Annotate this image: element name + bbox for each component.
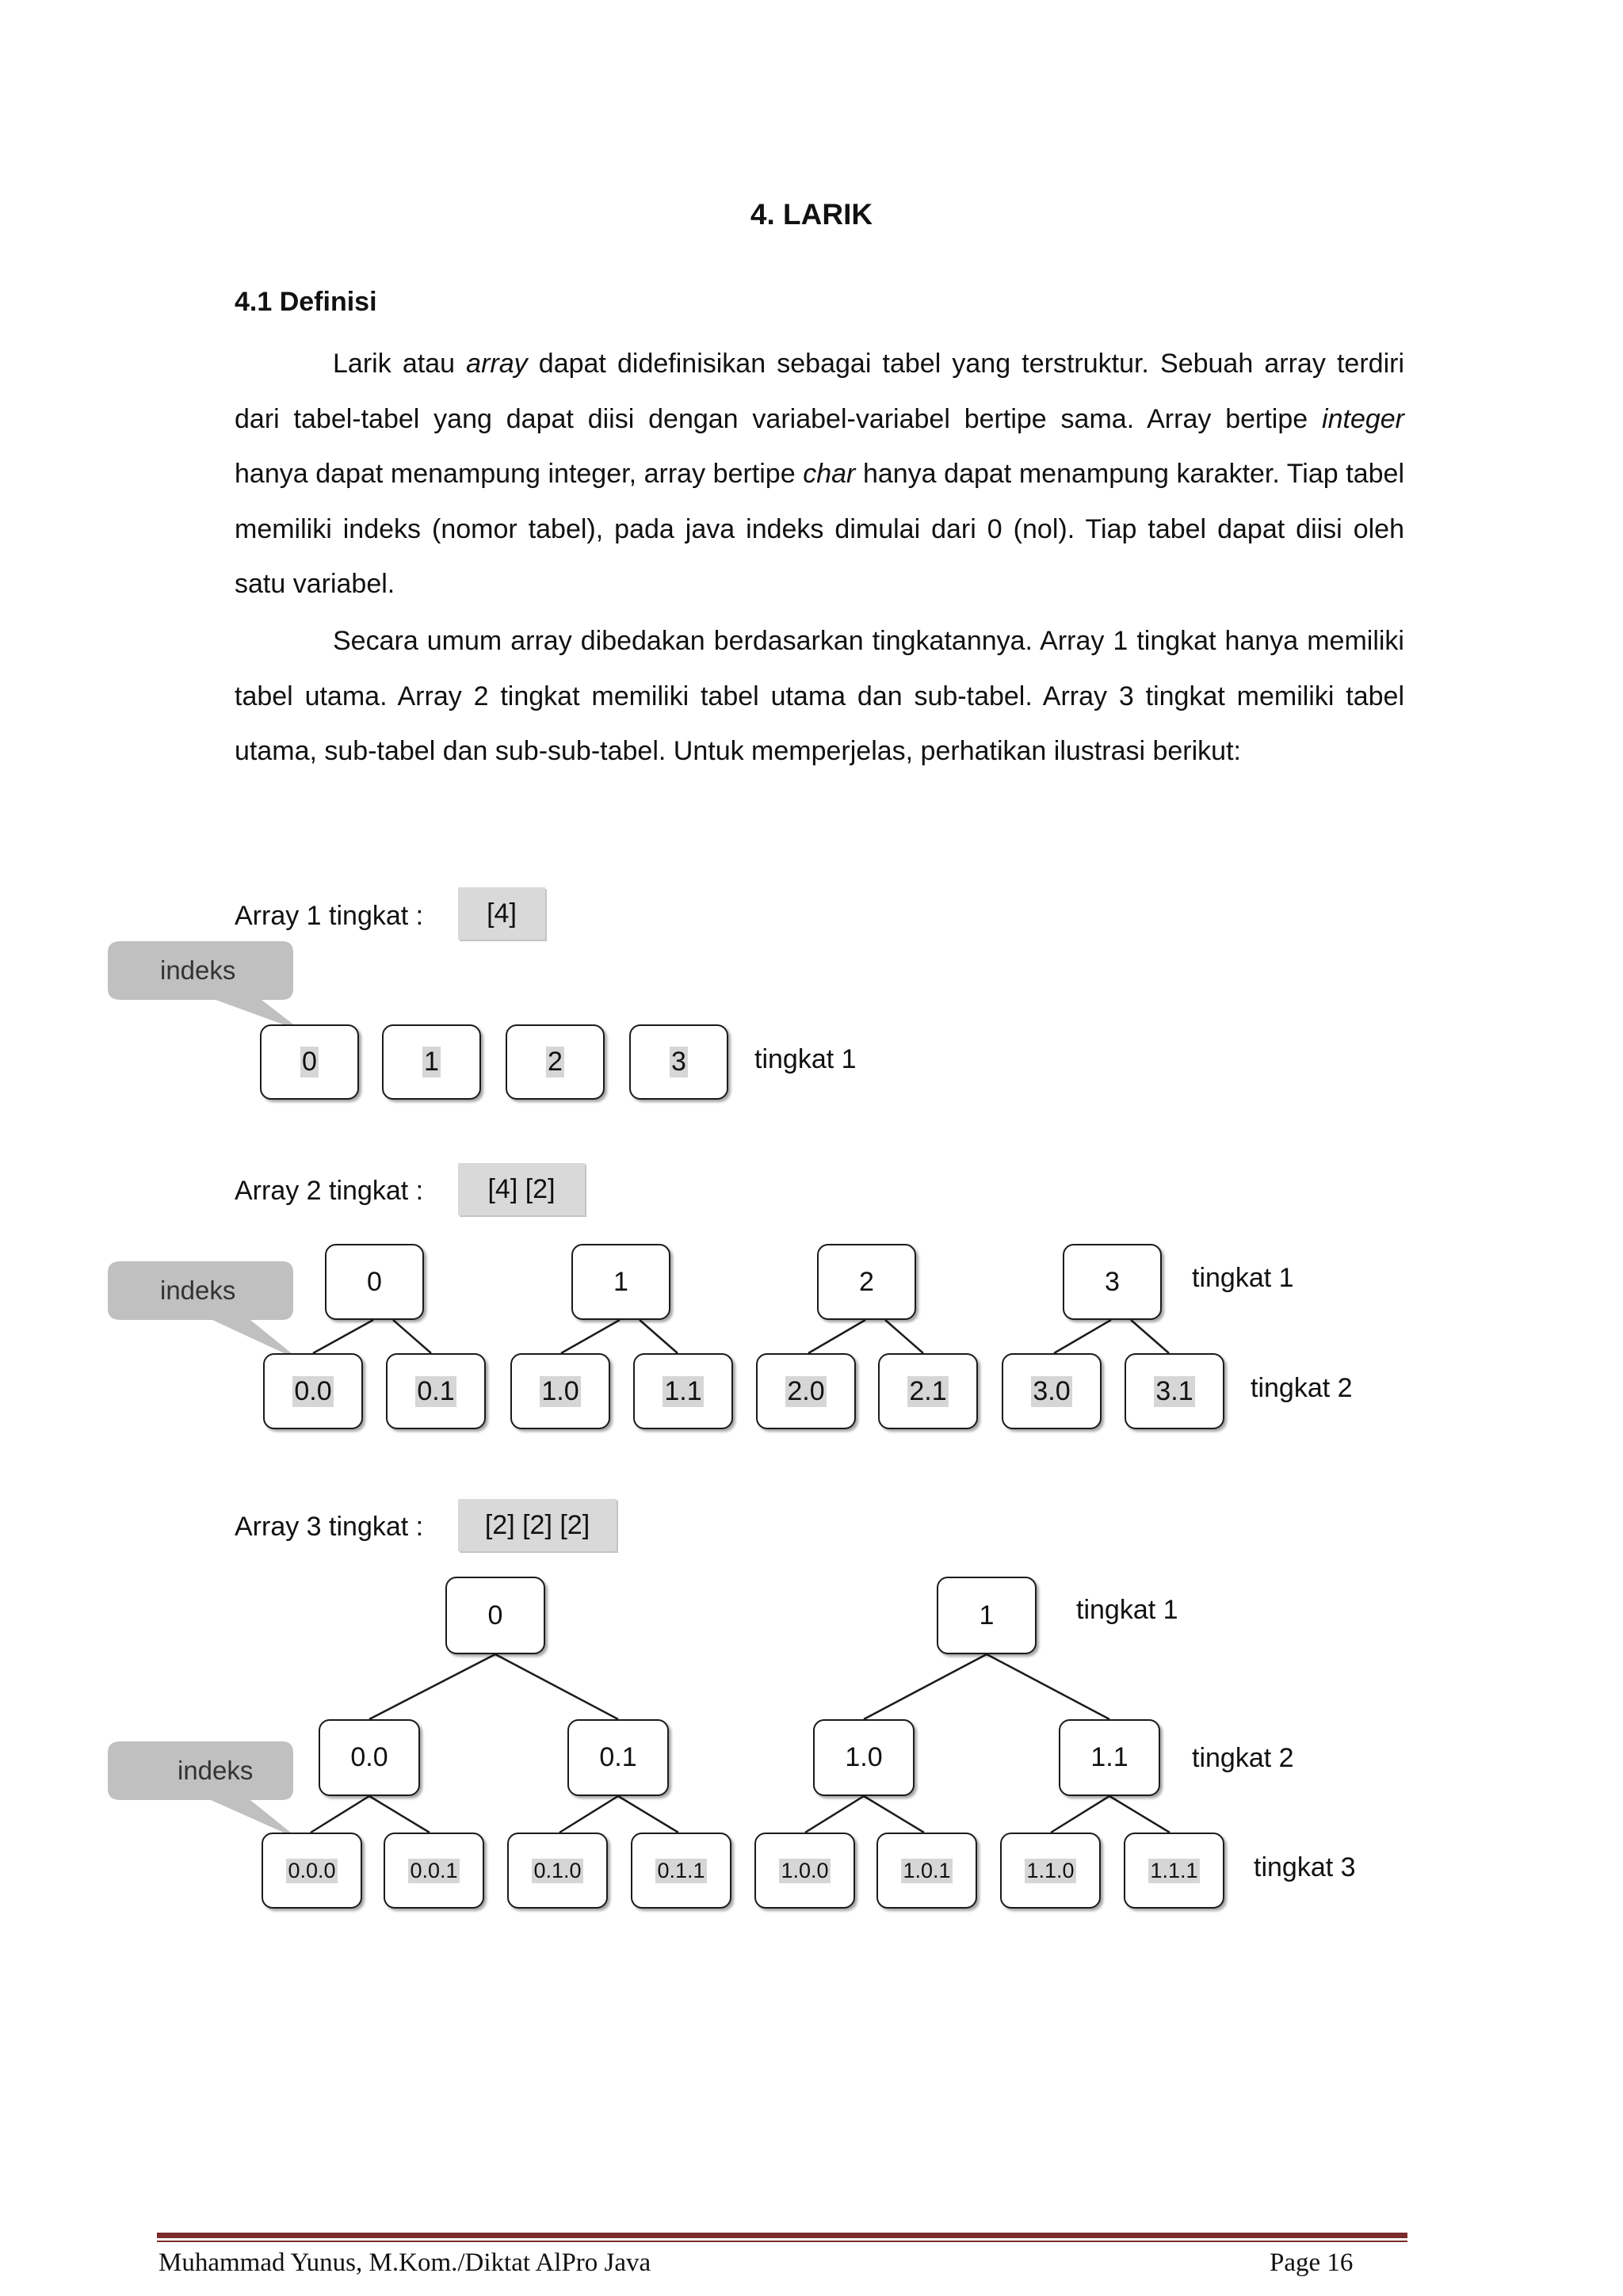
a1-node: 0	[260, 1024, 359, 1100]
array1-dims: [4]	[458, 887, 545, 940]
italic-term: char	[803, 459, 856, 489]
callout-indeks-1: indeks	[160, 955, 236, 985]
array3-tier-2: tingkat 2	[1192, 1743, 1294, 1773]
section-title: 4.1 Definisi	[235, 287, 377, 317]
a1-node: 3	[629, 1024, 728, 1100]
a3-l2-node: 0.1	[567, 1719, 669, 1796]
a3-l3-node: 1.1.1	[1124, 1833, 1224, 1909]
a2-l1-node: 0	[325, 1244, 424, 1320]
a3-l2-node: 1.0	[813, 1719, 915, 1796]
italic-term: array	[466, 349, 528, 379]
array3-tier-1: tingkat 1	[1076, 1595, 1178, 1625]
footer-rule-thin	[157, 2241, 1407, 2242]
a3-l1-node: 1	[937, 1577, 1037, 1654]
callout-indeks-2: indeks	[160, 1276, 236, 1305]
footer-author: Muhammad Yunus, M.Kom./Diktat AlPro Java	[158, 2248, 651, 2277]
a3-l3-node: 1.0.1	[876, 1833, 977, 1909]
callout-indeks-3: indeks	[178, 1756, 254, 1785]
chapter-title: 4. LARIK	[750, 198, 873, 231]
paragraph-text: dapat didefinisikan sebagai tabel yang terstruktur. Sebuah array terdiri dari tabel-tabel yang dapat diisi dengan variabel-variabel bertipe sama. Array bertipe	[235, 349, 1405, 434]
a3-l3-node: 0.0.1	[384, 1833, 484, 1909]
paragraph-text: Secara umum array dibedakan berdasarkan tingkatannya. Array 1 tingkat hanya memiliki tabel utama. Array 2 tingkat memiliki tabel utama dan sub-tabel. Array 3 tingkat memiliki tabel utama, sub-tabel dan sub-sub-tabel. Untuk memperjelas, perhatikan ilustrasi berikut:	[235, 626, 1404, 766]
footer-rule-thick	[157, 2233, 1407, 2238]
a3-l3-node: 0.1.1	[631, 1833, 731, 1909]
a2-l1-node: 1	[571, 1244, 670, 1320]
a2-l2-node: 2.0	[756, 1353, 856, 1429]
a2-l1-node: 2	[817, 1244, 916, 1320]
paragraph-text: hanya dapat menampung karakter. Tiap tabel memiliki indeks (nomor tabel), pada java indeks dimulai dari 0 (nol). Tiap tabel dapat diisi oleh satu variabel.	[235, 459, 1404, 599]
array2-label: Array 2 tingkat :	[235, 1176, 424, 1206]
a3-l2-node: 1.1	[1059, 1719, 1160, 1796]
a2-l1-node: 3	[1063, 1244, 1162, 1320]
footer-page-number: Page 16	[1270, 2248, 1354, 2277]
array3-tier-3: tingkat 3	[1254, 1852, 1356, 1882]
array3-dims: [2] [2] [2]	[458, 1499, 617, 1551]
a1-node: 1	[382, 1024, 481, 1100]
a2-l2-node: 0.1	[386, 1353, 486, 1429]
a3-l2-node: 0.0	[319, 1719, 420, 1796]
a3-l3-node: 1.1.0	[1000, 1833, 1101, 1909]
array2-tier-2: tingkat 2	[1251, 1373, 1353, 1403]
array2-tier-1: tingkat 1	[1192, 1263, 1294, 1293]
array3-label: Array 3 tingkat :	[235, 1512, 424, 1542]
a2-l2-node: 3.1	[1125, 1353, 1224, 1429]
italic-term: integer	[1322, 403, 1404, 434]
array1-label: Array 1 tingkat :	[235, 901, 424, 931]
a2-l2-node: 0.0	[263, 1353, 363, 1429]
a2-l2-node: 3.0	[1002, 1353, 1102, 1429]
a3-l3-node: 1.0.0	[754, 1833, 855, 1909]
a1-node: 2	[506, 1024, 605, 1100]
a2-l2-node: 2.1	[878, 1353, 978, 1429]
array1-tier-1: tingkat 1	[754, 1044, 857, 1074]
a3-l3-node: 0.0.0	[262, 1833, 362, 1909]
a3-l3-node: 0.1.0	[507, 1833, 608, 1909]
a3-l1-node: 0	[445, 1577, 545, 1654]
paragraph-text: hanya dapat menampung integer, array bertipe	[235, 459, 804, 489]
paragraph-text: Larik atau	[333, 349, 467, 379]
a2-l2-node: 1.1	[633, 1353, 733, 1429]
array2-dims: [4] [2]	[458, 1163, 585, 1215]
a2-l2-node: 1.0	[510, 1353, 610, 1429]
